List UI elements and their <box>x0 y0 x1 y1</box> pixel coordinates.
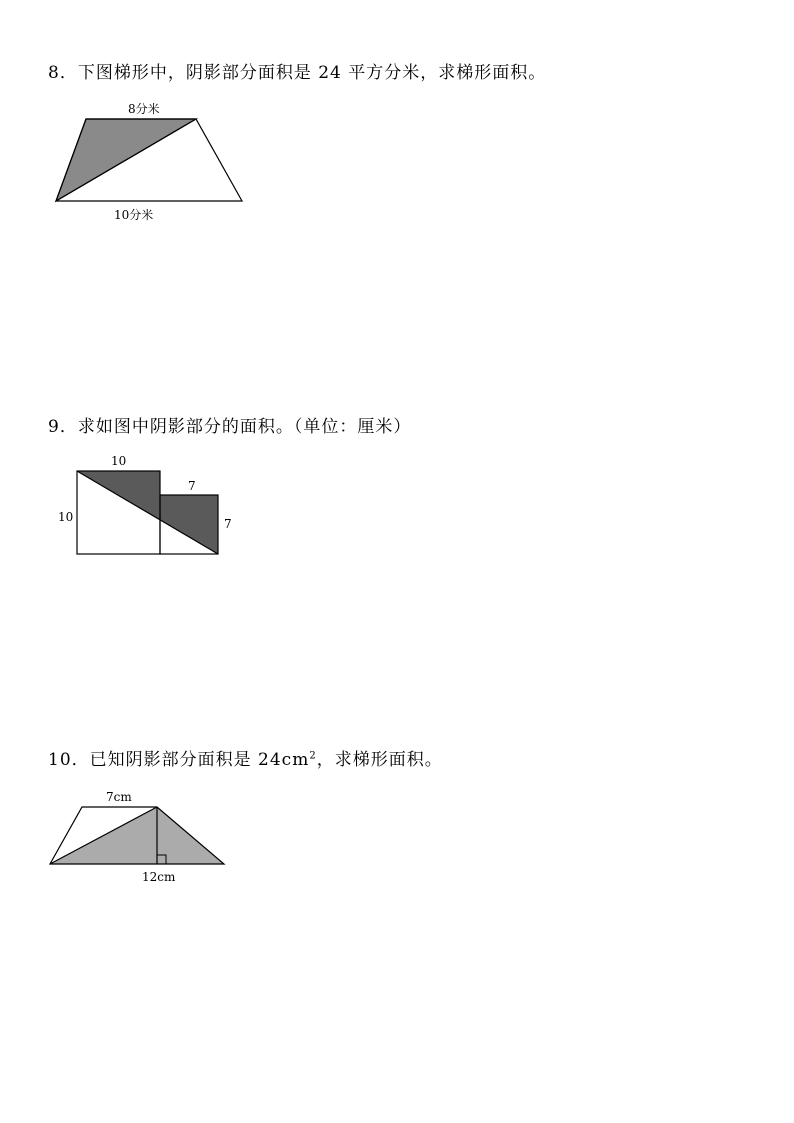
question-8-text <box>48 58 546 83</box>
superscript: 2 <box>309 750 317 762</box>
question-number: 10． <box>48 750 90 770</box>
trapezoid-figure-q10 <box>44 785 244 895</box>
question-body-after: ，求梯形面积。 <box>316 750 443 770</box>
shaded-triangle <box>50 807 224 864</box>
trapezoid-figure-q8 <box>50 95 250 230</box>
big-square-left-label: 10 <box>58 510 74 524</box>
bottom-base-label: 10分米 <box>114 208 154 222</box>
top-base-label: 8分米 <box>128 102 160 116</box>
bottom-base-label: 12cm <box>142 870 176 884</box>
small-square-top-label: 7 <box>188 479 196 493</box>
question-number: 9． <box>48 417 78 437</box>
question-body-before: 已知阴影部分面积是 24cm <box>89 750 310 770</box>
big-square-top-label: 10 <box>111 454 127 468</box>
top-base-label: 7cm <box>106 790 132 804</box>
question-number: 8． <box>48 63 78 83</box>
squares-figure-q9 <box>52 450 242 560</box>
question-body: 求如图中阴影部分的面积。（单位：厘米） <box>77 417 412 437</box>
question-10-text <box>48 745 443 770</box>
question-9-text <box>48 412 411 437</box>
small-square-right-label: 7 <box>224 517 232 531</box>
question-body: 下图梯形中，阴影部分面积是 24 平方分米，求梯形面积。 <box>77 63 547 83</box>
